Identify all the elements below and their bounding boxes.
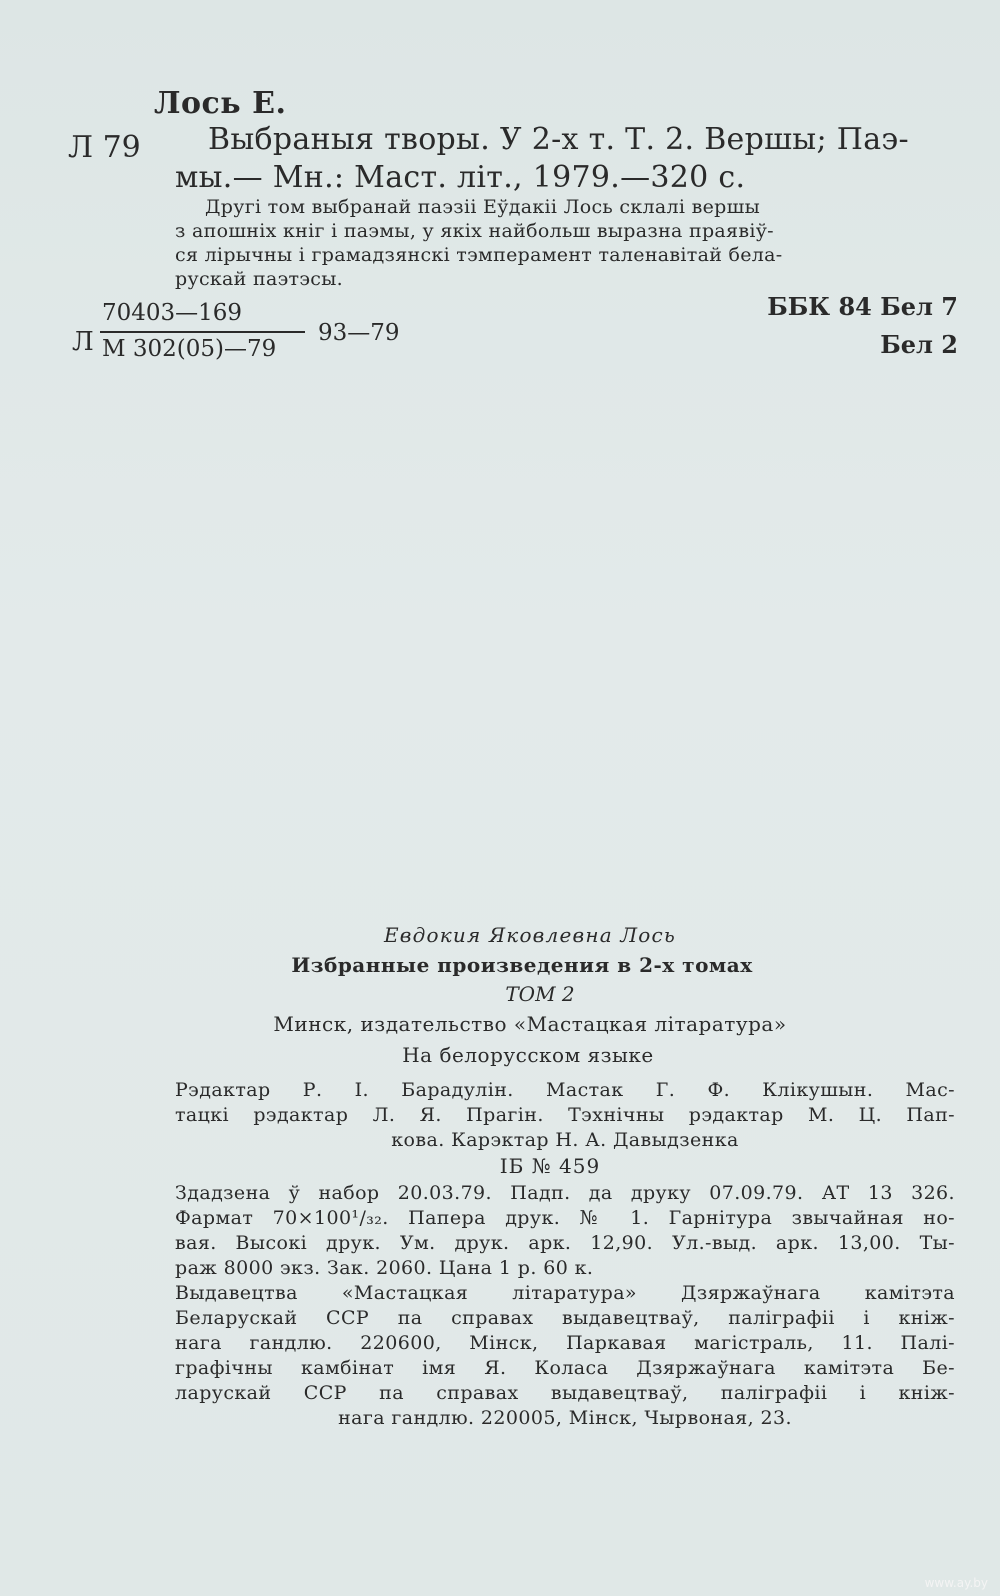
- print-details: [175, 1181, 955, 1281]
- fraction-numerator: 70403—169: [102, 300, 243, 326]
- annotation-line: рускай паэтэсы.: [175, 268, 343, 290]
- imprint-publisher: Минск, издательство «Мастацкая літаратура»: [273, 1012, 787, 1036]
- publisher-line: нага гандлю. 220005, Мінск, Чырвоная, 23.: [338, 1407, 792, 1429]
- imprint-title: Избранные произведения в 2-х томах: [291, 953, 753, 977]
- imprint-language: На белорусском языке: [402, 1043, 654, 1067]
- print-line: вая. Высокі друк. Ум. друк. арк. 12,90. Ул.-выд. арк. 13,00. Ты-: [175, 1232, 955, 1254]
- title-line-1: Выбраныя творы. У 2-х т. Т. 2. Вершы; Паэ-: [208, 122, 909, 157]
- publisher-line: Выдавецтва «Мастацкая літаратура» Дзяржаўнага камітэта: [175, 1282, 955, 1304]
- imprint-volume: ТОМ 2: [505, 982, 575, 1006]
- fraction-letter: Л: [72, 327, 94, 357]
- print-line: Здадзена ў набор 20.03.79. Падп. да друку 07.09.79. АТ 13 326.: [175, 1182, 955, 1204]
- fraction-bar: [100, 331, 305, 333]
- annotation-line: Другі том выбранай паэзіі Еўдакіі Лось склалі вершы: [205, 196, 761, 218]
- publisher-line: нага гандлю. 220600, Мінск, Паркавая магістраль, 11. Палі-: [175, 1332, 955, 1354]
- fraction-right: 93—79: [318, 320, 400, 346]
- credits-line: тацкі рэдактар Л. Я. Прагін. Тэхнічны рэдактар М. Ц. Пап-: [175, 1104, 955, 1126]
- ib-number: ІБ № 459: [499, 1154, 601, 1178]
- publisher-line: графічны камбінат імя Я. Коласа Дзяржаўнага камітэта Бе-: [175, 1357, 955, 1379]
- credits-line: кова. Карэктар Н. А. Давыдзенка: [391, 1129, 739, 1151]
- fraction-denominator: М 302(05)—79: [102, 336, 277, 362]
- print-line: раж 8000 экз. Зак. 2060. Цана 1 р. 60 к.: [175, 1257, 594, 1279]
- credits-line: Рэдактар Р. І. Барадулін. Мастак Г. Ф. Клікушын. Мас-: [175, 1079, 955, 1101]
- annotation-line: ся лірычны і грамадзянскі тэмперамент таленавітай бела-: [175, 244, 783, 266]
- annotation-line: з апошніх кніг і паэмы, у якіх найбольш выразна праявіў-: [175, 220, 774, 242]
- bbk-index: ББК 84 Бел 7: [767, 292, 958, 321]
- credits-block: [175, 1078, 955, 1153]
- title-line-2: мы.— Мн.: Маст. літ., 1979.—320 с.: [175, 160, 746, 195]
- author-name: Лось Е.: [154, 86, 287, 121]
- publisher-line: ларускай ССР па справах выдавецтваў, паліграфіі і кніж-: [175, 1382, 955, 1404]
- bbk-index-secondary: Бел 2: [880, 330, 958, 359]
- print-line: Фармат 70×100¹/₃₂. Папера друк. № 1. Гарнітура звычайная но-: [175, 1207, 955, 1229]
- annotation: [175, 195, 957, 291]
- publisher-line: Беларускай ССР па справах выдавецтваў, паліграфіі і кніж-: [175, 1307, 955, 1329]
- imprint-author: Евдокия Яковлевна Лось: [383, 923, 677, 947]
- publisher-address: [175, 1281, 955, 1431]
- author-sign-code: Л 79: [68, 130, 141, 165]
- watermark: www.ay.by: [924, 1576, 988, 1590]
